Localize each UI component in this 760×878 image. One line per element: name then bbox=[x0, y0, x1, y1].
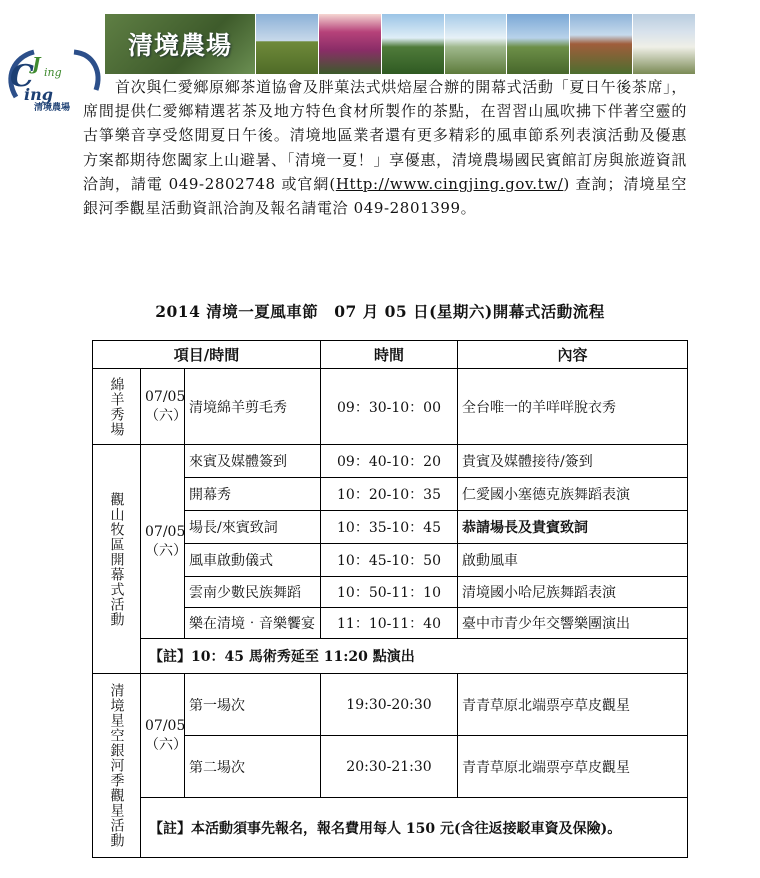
section-date: 07/05 （六） bbox=[141, 369, 185, 445]
section-date: 07/05 （六） bbox=[141, 445, 185, 639]
intro-paragraph bbox=[83, 75, 687, 220]
schedule-heading: 2014 清境一夏風車節 07 月 05 日(星期六)開幕式活動流程 bbox=[155, 302, 605, 321]
row-item: 開幕秀 bbox=[185, 478, 321, 511]
header-content: 內容 bbox=[458, 341, 688, 369]
banner-photo-sheep-closeup bbox=[632, 14, 695, 74]
section-note: 【註】本活動須事先報名，報名費用每人 150 元(含往返接駁車資及保險)。 bbox=[141, 798, 688, 858]
svg-text:C: C bbox=[10, 59, 34, 94]
banner-photo-sheep bbox=[444, 14, 507, 74]
banner-photo-hills bbox=[381, 14, 444, 74]
section-label: 綿羊秀場 bbox=[93, 369, 141, 445]
table-row bbox=[93, 445, 688, 478]
banner-photo-house bbox=[569, 14, 632, 74]
row-time: 09：40-10：20 bbox=[321, 445, 458, 478]
row-item: 場長/來賓致詞 bbox=[185, 511, 321, 544]
logo-caption: 清境農場 bbox=[34, 103, 71, 113]
banner-photo-path bbox=[506, 14, 569, 74]
intro-text: 首次與仁愛鄉原鄉茶道協會及胖菓法式烘焙屋合辦的開幕式活動「夏日午後茶席」，席間提供仁愛鄉精選茗茶及地方特色食材所製作的茶點，在習習山風吹拂下伴著空靈的古箏樂音享受悠閒夏日午後。清境地區業者還有更多精彩的風車節系列表演活動及優惠方案都期待您闔家上山避暑、「清境一夏！」享優惠，清境農場國民賓館訂房與旅遊資訊洽詢，請電 049-2802748 或官網( bbox=[83, 78, 687, 193]
svg-text:ing: ing bbox=[24, 85, 53, 104]
section-date: 07/05 （六） bbox=[141, 674, 185, 798]
row-time: 20:30-21:30 bbox=[321, 736, 458, 798]
row-content: 仁愛國小塞德克族舞蹈表演 bbox=[458, 478, 688, 511]
row-content: 全台唯一的羊咩咩脫衣秀 bbox=[458, 369, 688, 445]
row-item: 第二場次 bbox=[185, 736, 321, 798]
row-content: 貴賓及媒體接待/簽到 bbox=[458, 445, 688, 478]
table-note-row bbox=[93, 798, 688, 858]
row-time: 10：45-10：50 bbox=[321, 544, 458, 577]
row-time: 10：20-10：35 bbox=[321, 478, 458, 511]
banner-title: 清境農場 bbox=[105, 14, 255, 74]
section-label: 清境星空銀河季觀星活動 bbox=[93, 674, 141, 858]
website-link[interactable]: Http://www.cingjing.gov.tw/ bbox=[335, 174, 564, 193]
row-content: 臺中市青少年交響樂團演出 bbox=[458, 608, 688, 639]
row-item: 樂在清境‧音樂饗宴 bbox=[185, 608, 321, 639]
row-item: 來賓及媒體簽到 bbox=[185, 445, 321, 478]
schedule-table bbox=[92, 340, 688, 858]
row-time: 09：30-10：00 bbox=[321, 369, 458, 445]
row-time: 10：50-11：10 bbox=[321, 577, 458, 608]
table-header-row bbox=[93, 341, 688, 369]
row-item: 第一場次 bbox=[185, 674, 321, 736]
row-content: 青青草原北端票亭草皮觀星 bbox=[458, 736, 688, 798]
table-note-row bbox=[93, 639, 688, 674]
table-row bbox=[93, 674, 688, 736]
row-time: 11：10-11：40 bbox=[321, 608, 458, 639]
header-item-time: 項目/時間 bbox=[93, 341, 321, 369]
section-label: 觀山牧區開幕式活動 bbox=[93, 445, 141, 674]
intro-text-end: ) 查詢；清境星空銀河季觀星活動資訊洽詢及報名請電洽 049-2801399。 bbox=[83, 174, 687, 218]
row-item: 風車啟動儀式 bbox=[185, 544, 321, 577]
row-content: 清境國小哈尼族舞蹈表演 bbox=[458, 577, 688, 608]
svg-text:J: J bbox=[32, 54, 41, 75]
header-banner bbox=[105, 14, 695, 74]
banner-photo-flowers bbox=[318, 14, 381, 74]
row-content: 青青草原北端票亭草皮觀星 bbox=[458, 674, 688, 736]
header-time: 時間 bbox=[321, 341, 458, 369]
row-time: 19:30-20:30 bbox=[321, 674, 458, 736]
row-time: 10：35-10：45 bbox=[321, 511, 458, 544]
banner-photo-mountain bbox=[255, 14, 318, 74]
svg-text:ing: ing bbox=[44, 66, 62, 79]
row-content: 啟動風車 bbox=[458, 544, 688, 577]
row-content: 恭請場長及貴賓致詞 bbox=[458, 511, 688, 544]
row-item: 清境綿羊剪毛秀 bbox=[185, 369, 321, 445]
section-note: 【註】10：45 馬術秀延至 11:20 點演出 bbox=[141, 639, 688, 674]
row-item: 雲南少數民族舞蹈 bbox=[185, 577, 321, 608]
table-row bbox=[93, 369, 688, 445]
